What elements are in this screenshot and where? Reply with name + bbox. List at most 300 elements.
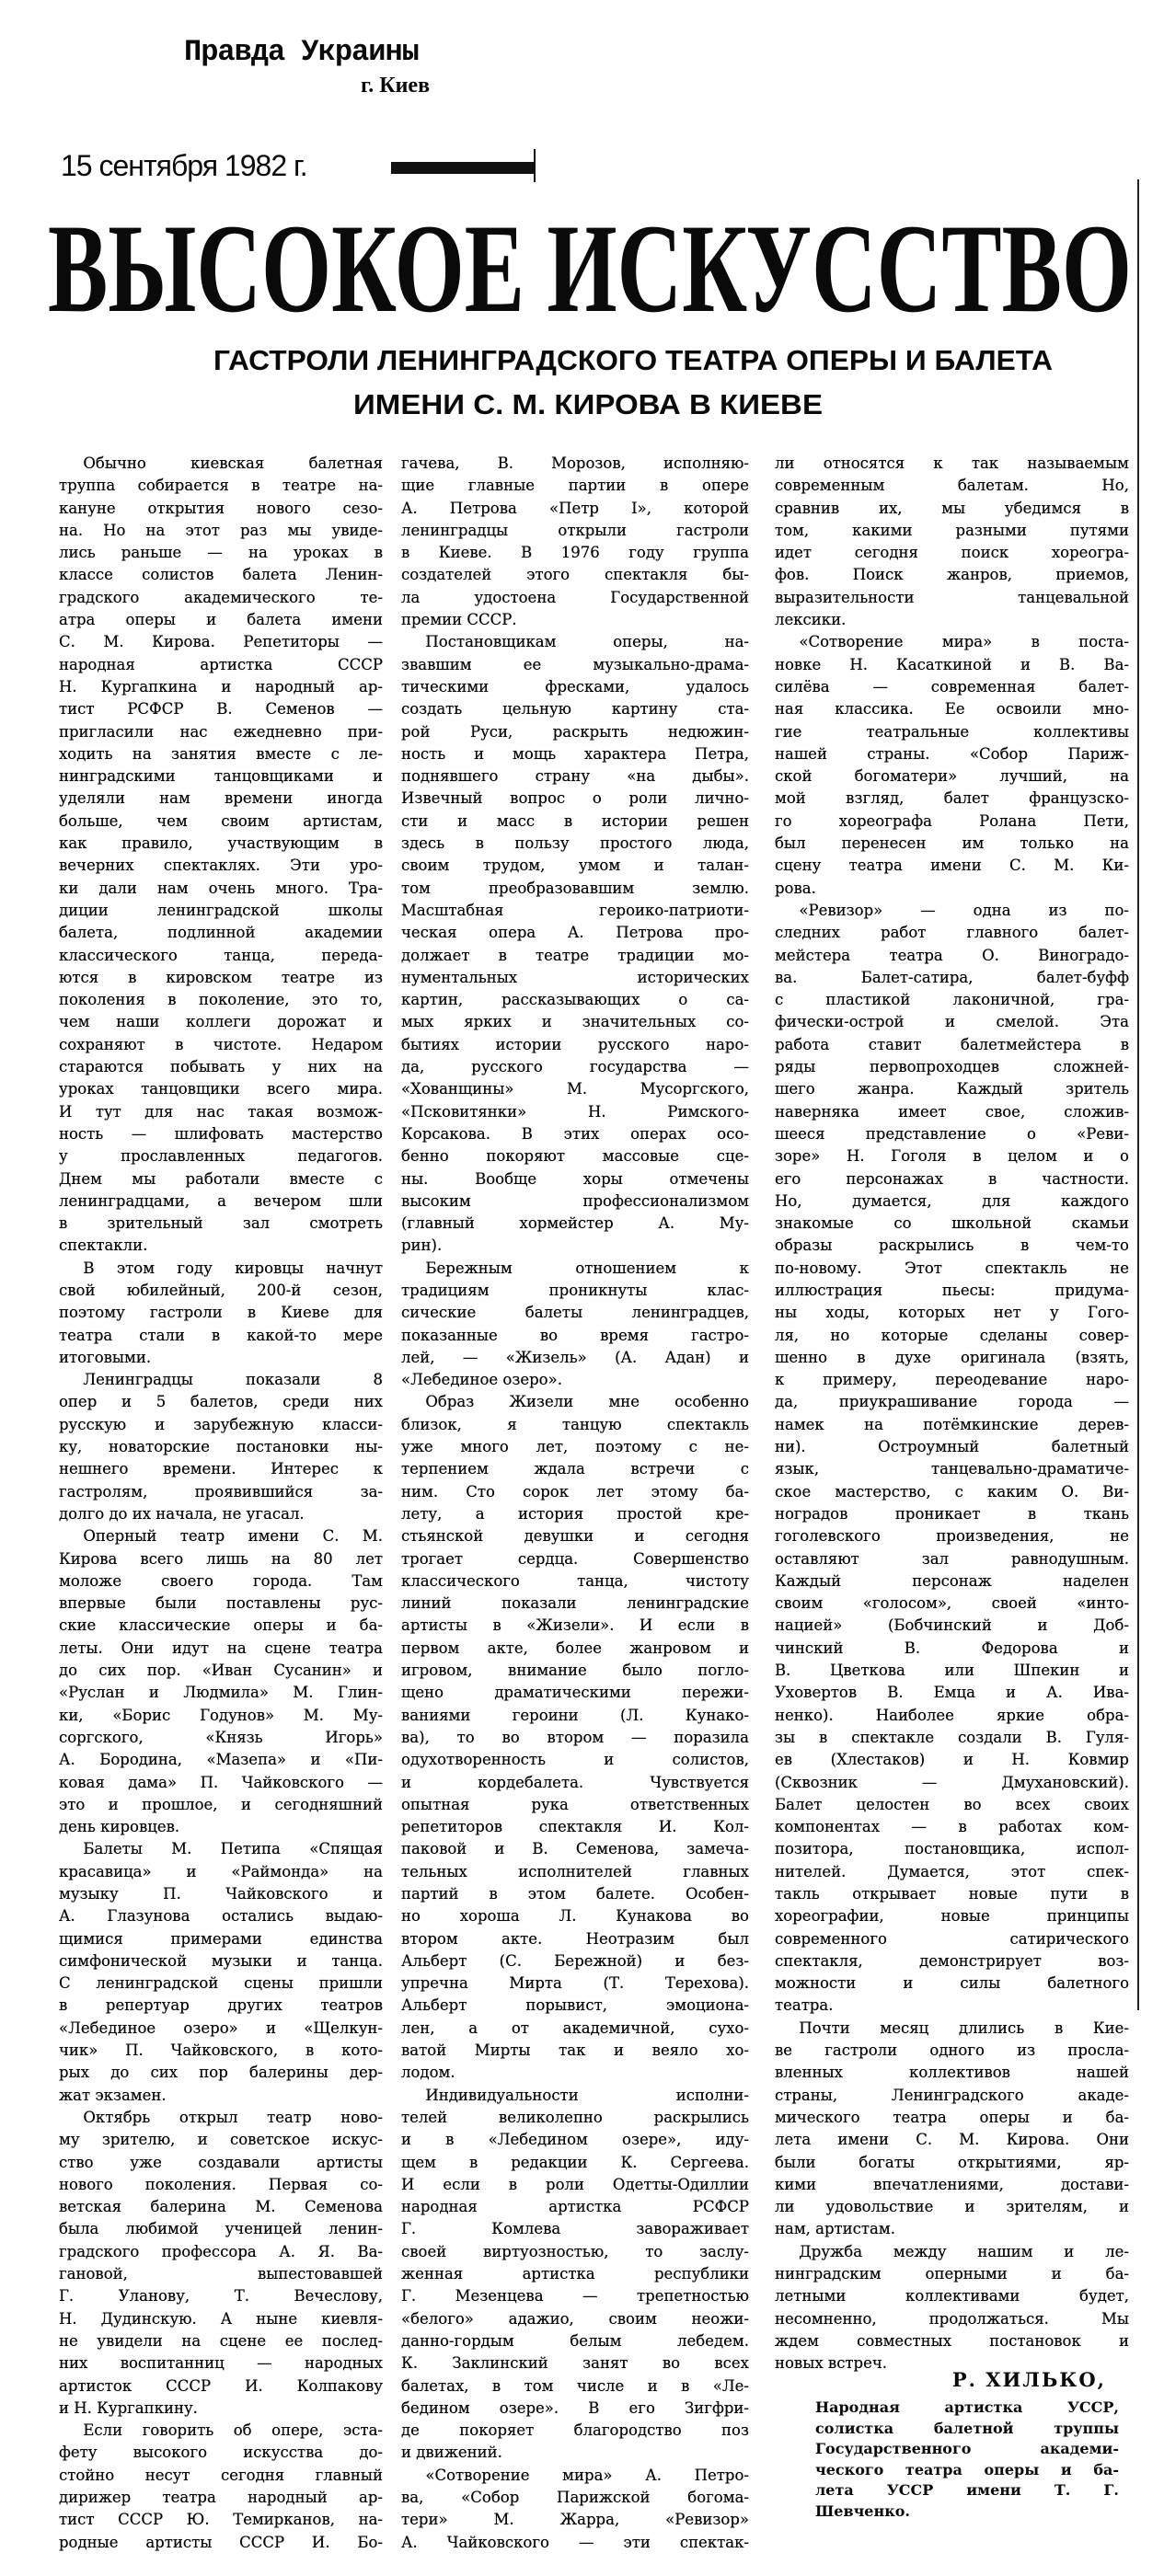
text-line: и движений. xyxy=(401,2444,502,2462)
text-line: ской богоматери» лучший, на xyxy=(775,767,1129,786)
text-line: гоголевского произведения, не xyxy=(775,1527,1129,1546)
text-line: (Сквозник — Дмухановский). xyxy=(775,1773,1129,1791)
text-line: Корсакова. В этих операх осо- xyxy=(401,1124,749,1143)
text-line: уделяли нам времени иногда xyxy=(59,789,383,808)
text-line: балетах, в том числе и в «Ле- xyxy=(401,2376,749,2395)
text-line: русскую и зарубежную класси- xyxy=(59,1415,383,1433)
text-line: Ленинградцы показали 8 xyxy=(83,1371,383,1389)
text-line: Обычно киевская балетная xyxy=(83,454,383,472)
text-line: спектакля, демонстрирует воз- xyxy=(775,1951,1129,1970)
text-line: симфонической музыки и танца. xyxy=(59,1951,383,1970)
text-line: чинский В. Федорова и xyxy=(775,1639,1129,1657)
text-line: чик» П. Чайковского, в кото- xyxy=(59,2041,383,2060)
text-line: страны, Ленинградского акаде- xyxy=(775,2086,1129,2104)
text-line: Почти месяц длились в Кие- xyxy=(799,2018,1129,2037)
text-line: уже много лет, поэтому с не- xyxy=(401,1438,749,1456)
text-line: сти и масс в истории решен xyxy=(401,811,749,830)
text-line: ве гастроли одного из просла- xyxy=(775,2041,1129,2060)
paragraph xyxy=(59,1258,383,1369)
text-line: ны. Вообще хоры отмечены xyxy=(401,1169,749,1188)
text-line: мой взгляд, балет французско- xyxy=(775,789,1129,808)
text-line: ли относятся к так называемым xyxy=(775,454,1129,472)
text-line: нителей. Думается, этот спек- xyxy=(775,1862,1129,1880)
text-line: новке Н. Касаткиной и В. Ва- xyxy=(775,655,1129,673)
text-line: итоговыми. xyxy=(59,1348,152,1366)
subheadline-line-1: ГАСТРОЛИ ЛЕНИНГРАДСКОГО ТЕАТРА ОПЕРЫ И БАЛЕТА xyxy=(213,344,1053,376)
paragraph xyxy=(775,453,1129,631)
text-line: сохраняют в чистоте. Недаром xyxy=(59,1035,383,1053)
text-line: С ленинградской сцены пришли xyxy=(59,1974,383,1993)
paragraph xyxy=(775,900,1129,2018)
text-line: паковой и В. Семенова, замеча- xyxy=(401,1840,749,1858)
text-line: рин). xyxy=(401,1236,443,1255)
text-line: своим «голосом», своей «инто- xyxy=(775,1594,1129,1613)
text-line: народная артистка СССР xyxy=(59,655,383,673)
subheadline-line-2: ИМЕНИ С. М. КИРОВА В КИЕВЕ xyxy=(353,388,823,420)
text-line: «Лебединое озеро» и «Щелкун- xyxy=(59,2018,383,2037)
text-line: была любимой ученицей ленин- xyxy=(59,2220,383,2238)
text-line: ватой Мирты так и веяло хо- xyxy=(401,2041,749,2060)
text-line: ку, новаторские постановки ны- xyxy=(59,1438,383,1456)
text-line: го хореографа Ролана Пети, xyxy=(775,811,1129,830)
text-line: народная артистка РСФСР xyxy=(401,2198,749,2216)
text-line: ждем совместных постановок и xyxy=(775,2331,1129,2350)
text-line: ев (Хлестаков) и Н. Ковмир xyxy=(775,1751,1129,1769)
text-line: показанные во время гастро- xyxy=(401,1326,749,1344)
text-line: звавшим ее музыкально-драма- xyxy=(401,655,749,673)
text-line: сравнив их, мы убедимся в xyxy=(775,499,1129,517)
text-line: «Лебединое озеро». xyxy=(401,1371,562,1389)
text-line: вленных коллективов нашей xyxy=(775,2064,1129,2082)
text-line: нинградскими танцовщиками и xyxy=(59,767,383,786)
text-line: классического танца, чистоту xyxy=(401,1571,749,1590)
author-title-line: Народная артистка УССР, xyxy=(815,2398,1119,2416)
text-line: гановой, выпестовавшей xyxy=(59,2265,383,2283)
text-line: создать цельную картину ста- xyxy=(401,700,749,719)
text-line: Альберт порывист, эмоциона- xyxy=(401,1996,749,2015)
text-line: ческая опера А. Петрова про- xyxy=(401,924,749,942)
author-title-line: Государственного академи- xyxy=(815,2440,1119,2457)
city-stamp: г. Киев xyxy=(361,74,431,98)
text-line: женная артистка республики xyxy=(401,2265,749,2283)
text-line: градского профессора А. Я. Ва- xyxy=(59,2242,383,2260)
text-line: следних работ главного балет- xyxy=(775,924,1129,942)
text-line: рой Руси, раскрыть недюжин- xyxy=(401,722,749,741)
text-line: но хороша Л. Кунакова во xyxy=(401,1907,749,1926)
text-line: «Ревизор» — одна из по- xyxy=(799,901,1129,919)
text-line: ва. Балет-сатира, балет-буфф xyxy=(775,968,1129,986)
text-line: современного сатирического xyxy=(775,1929,1129,1948)
text-line: высоким профессионализмом xyxy=(401,1191,749,1210)
text-line: диции ленинградской школы xyxy=(59,901,383,919)
text-line: Октябрь открыл театр ново- xyxy=(83,2108,383,2126)
text-line: до сих пор. «Иван Сусанин» и xyxy=(59,1662,383,1680)
text-line: фету высокого искусства до- xyxy=(59,2444,383,2462)
text-line: родные артисты СССР И. Бо- xyxy=(59,2533,383,2551)
text-line: гастролям, проявившийся за- xyxy=(59,1482,383,1501)
text-line: поколения в поколение, это то, xyxy=(59,991,383,1009)
text-line: жат экзамен. xyxy=(59,2086,167,2104)
text-line: нам, артистам. xyxy=(775,2220,895,2238)
paragraph xyxy=(59,1838,383,2107)
text-line: лен, а от академичной, сухо- xyxy=(401,2018,749,2037)
text-line: Н. Дудинскую. А ныне киевля- xyxy=(59,2309,383,2328)
text-line: первом акте, более жанровом и xyxy=(401,1639,749,1657)
text-line: фов. Поиск жанров, приемов, xyxy=(775,566,1129,584)
text-line: ленинградцы открыли гастроли xyxy=(401,521,749,539)
text-line: и в «Лебедином озере», иду- xyxy=(401,2131,749,2149)
text-line: Г. Комлева завораживает xyxy=(401,2220,749,2238)
text-line: новых встреч. xyxy=(775,2354,888,2373)
text-line: мых ярких и значительных со- xyxy=(401,1013,749,1031)
text-line: гачева, В. Морозов, исполняю- xyxy=(401,454,749,472)
text-line: стойно несут сегодня главный xyxy=(59,2466,383,2484)
text-line: тельных исполнителей главных xyxy=(401,1862,749,1880)
text-line: уроках танцовщики всего мира. xyxy=(59,1080,383,1098)
text-line: «Псковитянки» Н. Римского- xyxy=(401,1102,749,1121)
text-line: намек на потёмкинские дерев- xyxy=(775,1415,1129,1433)
text-line: позитора, постановщика, испол- xyxy=(775,1840,1129,1858)
text-line: не увидели на сцене ее послед- xyxy=(59,2331,383,2350)
text-line: «белого» адажио, своим неожи- xyxy=(401,2309,749,2328)
text-line: ветская балерина М. Семенова xyxy=(59,2198,383,2216)
text-line: Дружба между нашим и ле- xyxy=(799,2242,1129,2260)
text-line: ноградов проникает в ткань xyxy=(775,1504,1129,1523)
text-line: А. Петрова «Петр I», которой xyxy=(401,499,749,517)
text-line: театра. xyxy=(775,1996,834,2015)
text-line: рова. xyxy=(775,879,816,897)
paragraph xyxy=(401,2465,749,2554)
text-line: Масштабная героико-патриоти- xyxy=(401,901,749,919)
text-line: силёва — современная балет- xyxy=(775,677,1129,696)
text-line: театра стали в какой-то мере xyxy=(59,1326,383,1344)
text-line: сические балеты ленинградцев, xyxy=(401,1304,749,1322)
text-line: лета имени С. М. Кирова. Они xyxy=(775,2131,1129,2149)
text-line: ность и мощь характера Петра, xyxy=(401,744,749,763)
text-line: лексики. xyxy=(775,611,847,629)
text-line: да, приукрашивание города — xyxy=(775,1393,1129,1411)
text-line: репетиторов спектакля И. Кол- xyxy=(401,1818,749,1836)
text-line: Извечный вопрос о роли лично- xyxy=(401,789,749,808)
text-line: ны ходы, которых нет у Гого- xyxy=(775,1304,1129,1322)
text-line: здесь в пользу простого люда, xyxy=(401,834,749,853)
text-line: идет сегодня поиск хореогра- xyxy=(775,544,1129,562)
text-line: премии СССР. xyxy=(401,611,517,629)
text-line: Днем мы работали вместе с xyxy=(59,1169,383,1188)
text-line: линий показали ленинградские xyxy=(401,1594,749,1613)
paragraph xyxy=(59,453,383,1258)
headline: ВЫСОКОЕ ИСКУССТВО xyxy=(48,198,1132,339)
text-line: шего жанра. Каждый зритель xyxy=(775,1080,1129,1098)
text-line: К. Заклинский занят во всех xyxy=(401,2354,749,2373)
paragraph xyxy=(59,2107,383,2420)
text-line: лись раньше — на уроках в xyxy=(59,544,383,562)
text-line: ненко). Наиболее яркие обра- xyxy=(775,1706,1129,1724)
text-line: летными коллективами будет, xyxy=(775,2287,1129,2306)
text-line: Кирова всего лишь на 80 лет xyxy=(59,1549,383,1568)
text-line: зы в спектакле создали В. Гуля- xyxy=(775,1728,1129,1746)
text-line: В. Цветкова или Шпекин и xyxy=(775,1662,1129,1680)
text-line: образы раскрылись в чем-то xyxy=(775,1236,1129,1255)
text-line: своим трудом, умом и талан- xyxy=(401,857,749,875)
text-line: мического театра оперы и ба- xyxy=(775,2108,1129,2126)
text-line: щимися примерами единства xyxy=(59,1929,383,1948)
text-line: «Руслан и Людмила» М. Глин- xyxy=(59,1684,383,1702)
text-line: свой юбилейный, 200-й сезон, xyxy=(59,1281,383,1299)
text-line: тист РСФСР В. Семенов — xyxy=(59,700,383,719)
text-line: Постановщикам оперы, на- xyxy=(425,633,749,651)
text-line: (главный хормейстер А. Му- xyxy=(401,1214,749,1233)
text-line: игровом, внимание было погло- xyxy=(401,1662,749,1680)
text-line: ки дали нам очень много. Тра- xyxy=(59,879,383,897)
text-line: мейстера театра О. Виноградо- xyxy=(775,946,1129,964)
text-line: нацией» (Бобчинский и Доб- xyxy=(775,1616,1129,1635)
text-line: был перенесен им только на xyxy=(775,834,1129,853)
text-line: ки, «Борис Годунов» М. Му- xyxy=(59,1706,383,1724)
text-line: балета, подлинной академии xyxy=(59,924,383,942)
paragraph xyxy=(401,2085,749,2465)
text-line: ность — шлифовать мастерство xyxy=(59,1124,383,1143)
text-line: А. Бородина, «Мазепа» и «Пи- xyxy=(59,1751,383,1769)
text-line: Г. Уланову, Т. Вечеслову, xyxy=(59,2287,383,2306)
text-line: современным балетам. Но, xyxy=(775,477,1129,495)
text-line: да, русского государства — xyxy=(401,1058,749,1076)
text-line: нешнего времени. Интерес к xyxy=(59,1460,383,1478)
text-line: Оперный театр имени С. М. xyxy=(83,1527,383,1546)
text-line: такль открывает новые пути в xyxy=(775,1885,1129,1903)
text-line: поднявшего страну «на дыбы». xyxy=(401,767,749,786)
text-line: ная классика. Ее освоили мно- xyxy=(775,700,1129,719)
paragraph xyxy=(401,1391,749,2084)
author-title-line: лета УССР имени Т. Г. xyxy=(815,2481,1119,2499)
text-line: создателей этого спектакля бы- xyxy=(401,566,749,584)
text-line: ли удовольствие и зрителям, и xyxy=(775,2198,1129,2216)
paragraph xyxy=(775,2018,1129,2241)
text-line: у прославленных педагогов. xyxy=(59,1147,383,1166)
text-line: в Киеве. В 1976 году группа xyxy=(401,544,749,562)
text-line: хореографии, новые принципы xyxy=(775,1907,1129,1926)
text-line: музыку П. Чайковского и xyxy=(59,1885,383,1903)
text-line: Балеты М. Петипа «Спящая xyxy=(83,1840,383,1858)
author-name: Р. ХИЛЬКО, xyxy=(951,2368,1106,2391)
text-line: соргского, «Князь Игорь» xyxy=(59,1728,383,1746)
paragraph xyxy=(59,1525,383,1838)
text-line: партий в этом балете. Особен- xyxy=(401,1885,749,1903)
text-line: нументальных исторических xyxy=(401,968,749,986)
text-line: как правило, участвующим в xyxy=(59,834,383,853)
text-line: Если говорить об опере, эста- xyxy=(83,2421,383,2440)
article-column-2 xyxy=(401,453,749,2554)
text-line: это и прошлое, и сегодняшний xyxy=(59,1795,383,1813)
text-line: опер и 5 балетов, среди них xyxy=(59,1393,383,1411)
text-line: кануне открытия нового сезо- xyxy=(59,499,383,517)
text-line: лету, а история простой кре- xyxy=(401,1504,749,1523)
article-column-1 xyxy=(59,453,383,2554)
text-line: моложе своего города. Там xyxy=(59,1571,383,1590)
text-line: лей, — «Жизель» (А. Адан) и xyxy=(401,1348,749,1366)
column-rule xyxy=(1137,179,1139,2010)
text-line: гие театральные коллективы xyxy=(775,722,1129,741)
text-line: впервые были поставлены рус- xyxy=(59,1594,383,1613)
text-line: Балет целостен во всех своих xyxy=(775,1795,1129,1813)
text-line: наверняка имеет свое, сложив- xyxy=(775,1102,1129,1121)
text-line: ла удостоена Государственной xyxy=(401,588,749,606)
text-line: и кордебалета. Чувствуется xyxy=(401,1773,749,1791)
text-line: пригласили нас ежедневно при- xyxy=(59,722,383,741)
text-line: на. Но на этот раз мы увиде- xyxy=(59,521,383,539)
author-title-line: солистка балетной труппы xyxy=(815,2419,1119,2437)
text-line: му зрителю, и советское искус- xyxy=(59,2131,383,2149)
text-line: ва), то во втором — поразила xyxy=(401,1728,749,1746)
text-line: в репертуар других театров xyxy=(59,1996,383,2015)
text-line: Г. Мезенцева — трепетностью xyxy=(401,2287,749,2306)
text-line: терпением ждала встречи с xyxy=(401,1460,749,1478)
text-line: втором акте. Неотразим был xyxy=(401,1929,749,1948)
text-line: близок, я танцую спектакль xyxy=(401,1415,749,1433)
text-line: к примеру, переодевание наро- xyxy=(775,1371,1129,1389)
text-line: одухотворенность и солистов, xyxy=(401,1751,749,1769)
paragraph xyxy=(401,453,749,631)
paragraph xyxy=(401,1258,749,1392)
text-line: щено драматическими пережи- xyxy=(401,1684,749,1702)
text-line: компонентах — в работах ком- xyxy=(775,1818,1129,1836)
text-line: больше, чем своим артистам, xyxy=(59,811,383,830)
text-line: традициям проникнуты клас- xyxy=(401,1281,749,1299)
text-line: Н. Кургапкина и народный ар- xyxy=(59,677,383,696)
text-line: том, какими разными путями xyxy=(775,521,1129,539)
text-line: ряды первопроходцев сложней- xyxy=(775,1058,1129,1076)
text-line: долго до их начала, не угасал. xyxy=(59,1504,305,1523)
text-line: упречна Мирта (Т. Терехова). xyxy=(401,1974,749,1993)
text-line: телей великолепно раскрылись xyxy=(401,2108,749,2126)
text-line: нового поколения. Первая со- xyxy=(59,2175,383,2193)
publication-date: 15 сентября 1982 г. xyxy=(61,149,307,182)
text-line: тическими фресками, удалось xyxy=(401,677,749,696)
text-line: «Сотворение мира» в поста- xyxy=(799,633,1129,651)
text-line: выразительности танцевальной xyxy=(775,588,1129,606)
text-line: «Сотворение мира» А. Петро- xyxy=(425,2466,749,2484)
paragraph xyxy=(59,1369,383,1525)
text-line: щие главные партии в опере xyxy=(401,477,749,495)
author-title-line: ческого театра оперы и ба- xyxy=(815,2460,1119,2478)
headline-block xyxy=(0,0,1141,432)
text-line: стараются побывать у них на xyxy=(59,1058,383,1076)
text-line: день кировцев. xyxy=(59,1818,180,1836)
text-line: красавица» и «Раймонда» на xyxy=(59,1862,383,1880)
text-line: Образ Жизели мне особенно xyxy=(425,1393,749,1411)
text-line: И если в роли Одетты-Одиллии xyxy=(401,2175,749,2193)
text-line: шенно в духе оригинала (взять, xyxy=(775,1348,1129,1366)
text-line: бедином озере». В его Зигфри- xyxy=(401,2398,749,2417)
text-line: ходить на занятия вместе с ле- xyxy=(59,744,383,763)
text-line: его персонажах в частности. xyxy=(775,1169,1129,1188)
text-line: стьянской девушки и сегодня xyxy=(401,1527,749,1546)
text-line: фически-острой и смелой. Эта xyxy=(775,1013,1129,1031)
text-line: «Хованщины» М. Мусоргского, xyxy=(401,1080,749,1098)
text-line: ские классические оперы и ба- xyxy=(59,1616,383,1635)
text-line: Но, думается, для каждого xyxy=(775,1191,1129,1210)
article-column-3 xyxy=(775,453,1129,2375)
text-line: поэтому гастроли в Киеве для xyxy=(59,1304,383,1322)
text-line: Альберт (С. Бережной) и без- xyxy=(401,1951,749,1970)
text-line: А. Чайковского — эти спектак- xyxy=(401,2533,749,2551)
text-line: артисты в «Жизели». И если в xyxy=(401,1616,749,1635)
text-line: работа ставит балетмейстера в xyxy=(775,1035,1129,1053)
text-line: бытиях истории русского наро- xyxy=(401,1035,749,1053)
paragraph xyxy=(401,631,749,1257)
text-line: должает в театре традиции мо- xyxy=(401,946,749,964)
text-line: были богаты открытиями, яр- xyxy=(775,2153,1129,2171)
text-line: С. М. Кирова. Репетиторы — xyxy=(59,633,383,651)
text-line: градского академического те- xyxy=(59,588,383,606)
text-line: дирижер театра народный ар- xyxy=(59,2489,383,2507)
text-line: ля, но которые сделаны совер- xyxy=(775,1326,1129,1344)
text-line: своей виртуозностью, то заслу- xyxy=(401,2242,749,2260)
author-title xyxy=(815,2398,1119,2522)
text-line: по-новому. Этот спектакль не xyxy=(775,1259,1129,1277)
text-line: классе солистов балета Ленин- xyxy=(59,566,383,584)
text-line: ним. Сто сорок лет этому ба- xyxy=(401,1482,749,1501)
text-line: том преобразовавшим землю. xyxy=(401,879,749,897)
text-line: ва, «Собор Парижской богома- xyxy=(401,2489,749,2507)
text-line: чем наши коллеги дорожат и xyxy=(59,1013,383,1031)
paragraph xyxy=(59,2420,383,2554)
text-line: ются в кировском театре из xyxy=(59,968,383,986)
text-line: и Н. Кургапкину. xyxy=(59,2398,198,2417)
text-line: Уховертов В. Емца и А. Ива- xyxy=(775,1684,1129,1702)
text-line: атра оперы и балета имени xyxy=(59,611,383,629)
text-line: данно-гордым белым лебедем. xyxy=(401,2331,749,2350)
text-line: несомненно, продолжаться. Мы xyxy=(775,2309,1129,2328)
text-line: тист СССР Ю. Темирканов, на- xyxy=(59,2511,383,2529)
text-line: ковая дама» П. Чайковского — xyxy=(59,1773,383,1791)
text-line: В этом году кировцы начнут xyxy=(83,1259,383,1277)
text-line: знакомые со школьной скамьи xyxy=(775,1214,1129,1233)
text-line: Каждый персонаж наделен xyxy=(775,1571,1129,1590)
text-line: рых до сих пор балерины дер- xyxy=(59,2064,383,2082)
text-line: ство уже создавали артисты xyxy=(59,2153,383,2171)
text-line: шееся представление о «Реви- xyxy=(775,1124,1129,1143)
text-line: можности и силы балетного xyxy=(775,1974,1129,1993)
text-line: труппа собирается в театре на- xyxy=(59,477,383,495)
text-line: картин, рассказывающих о са- xyxy=(401,991,749,1009)
text-line: нинградским оперными и ба- xyxy=(775,2265,1129,2283)
text-line: ваниями героини (Л. Кунако- xyxy=(401,1706,749,1724)
text-line: ское мастерство, с каким О. Ви- xyxy=(775,1482,1129,1501)
text-line: язык, танцевально-драматиче- xyxy=(775,1460,1129,1478)
text-line: спектакли. xyxy=(59,1236,148,1255)
newspaper-name-stamp: Правда Украины xyxy=(184,35,419,69)
text-line: нашей страны. «Собор Париж- xyxy=(775,744,1129,763)
text-line: зоре» Н. Гоголя в целом и о xyxy=(775,1147,1129,1166)
text-line: Бережным отношением к xyxy=(425,1259,749,1277)
text-line: них воспитанниц — народных xyxy=(59,2354,383,2373)
text-line: артисток СССР И. Колпакову xyxy=(59,2376,383,2395)
text-line: опытная рука ответственных xyxy=(401,1795,749,1813)
text-line: с пластикой лаконичной, гра- xyxy=(775,991,1129,1009)
paragraph xyxy=(775,631,1129,900)
author-title-line: Шевченко. xyxy=(815,2501,910,2520)
text-line: сцену театра имени С. М. Ки- xyxy=(775,857,1129,875)
text-line: бенно покоряют массовые сце- xyxy=(401,1147,749,1166)
text-line: лодом. xyxy=(401,2064,455,2082)
text-line: леты. Они идут на сцене театра xyxy=(59,1639,383,1657)
text-line: классического танца, переда- xyxy=(59,946,383,964)
text-line: щем в редакции К. Сергеева. xyxy=(401,2153,749,2171)
text-line: иллюстрация пьесы: придума- xyxy=(775,1281,1129,1299)
text-line: оставляют зал равнодушным. xyxy=(775,1549,1129,1568)
text-line: А. Глазунова остались выдаю- xyxy=(59,1907,383,1926)
